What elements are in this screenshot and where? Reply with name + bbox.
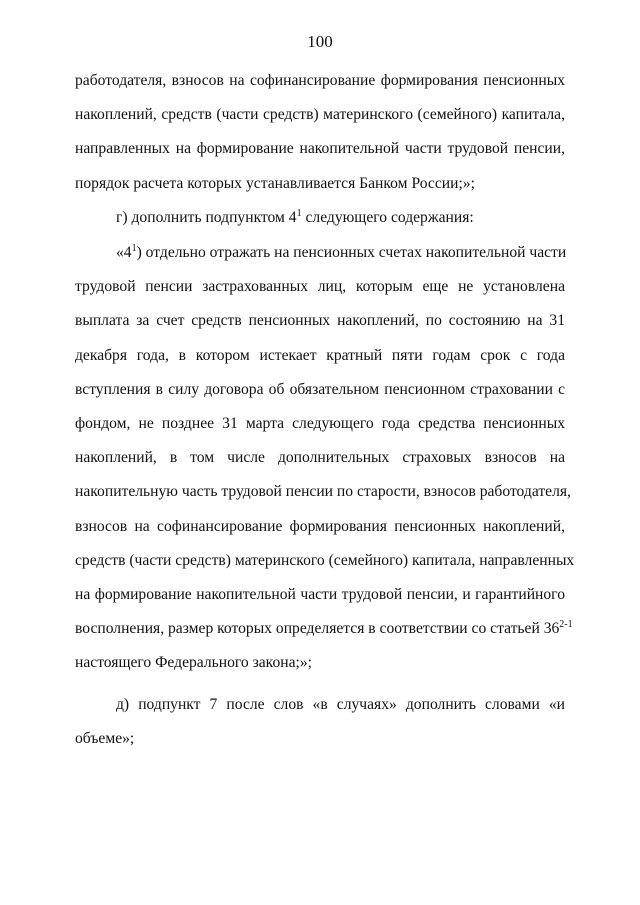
text-line: вступления в силу договора об обязательном пенсионном страховании с: [75, 380, 565, 398]
text-line: направленных на формирование накопительной части трудовой пенсии,: [75, 140, 565, 158]
text-line: работодателя, взносов на софинансирование формирования пенсионных: [75, 72, 565, 89]
text-line: д) подпункт 7 после слов «в случаях» дополнить словами «и: [116, 696, 565, 713]
text-line: средств (части средств) материнского (семейного) капитала, направленных: [75, 551, 575, 569]
text-line: [75, 612, 573, 646]
superscript: 2-1: [559, 618, 573, 630]
item-g-text: г) дополнить подпунктом 4: [116, 209, 297, 226]
quoted-subitem-paragraph: [75, 236, 575, 680]
quote-open-text: «4: [116, 244, 132, 261]
continuation-paragraph: [75, 64, 565, 201]
text-line: накопительную часть трудовой пенсии по старости, взносов работодателя,: [75, 483, 571, 501]
text-line: выплата за счет средств пенсионных накоплений, по состоянию на 31: [75, 312, 565, 330]
item-d-paragraph: [75, 688, 565, 756]
text-line: накоплений, в том числе дополнительных страховых взносов на: [75, 449, 565, 467]
item-g-text-after: следующего содержания:: [301, 209, 474, 226]
superscript: 1: [131, 242, 137, 254]
text-line: взносов на софинансирование формирования пенсионных накоплений,: [75, 517, 565, 535]
page-number: 100: [307, 32, 333, 51]
text-line: трудовой пенсии застрахованных лиц, которым еще не установлена: [75, 278, 565, 296]
text-line: объеме»;: [75, 730, 135, 748]
quote-first-line-text: ) отдельно отражать на пенсионных счетах накопительной части: [136, 244, 567, 261]
penultimate-line-text: восполнения, размер которых определяется в соответствии со статьей 36: [75, 620, 560, 638]
text-line: [75, 236, 565, 270]
text-line: настоящего Федерального закона;»;: [75, 654, 312, 672]
text-line: накоплений, средств (части средств) материнского (семейного) капитала,: [75, 106, 565, 124]
text-line: фондом, не позднее 31 марта следующего года средства пенсионных: [75, 414, 565, 432]
text-line: декабря года, в котором истекает кратный пяти годам срок с года: [75, 346, 565, 364]
superscript: 1: [296, 207, 302, 219]
text-line: на формирование накопительной части трудовой пенсии, и гарантийного: [75, 585, 565, 603]
item-g-paragraph: [75, 201, 565, 235]
text-line: порядок расчета которых устанавливается Банком России;»;: [75, 174, 475, 192]
text-line: [75, 201, 565, 235]
